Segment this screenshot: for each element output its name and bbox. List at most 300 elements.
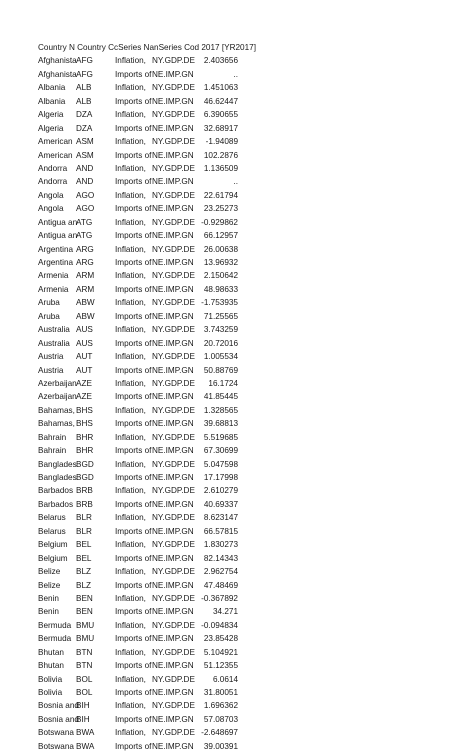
country-name-cell: Argentina	[38, 258, 74, 267]
table-row	[38, 740, 458, 753]
value-2017-cell: 66.57815	[203, 526, 238, 536]
country-code-cell: BOL	[76, 674, 93, 684]
country-name-cell: Bermuda	[38, 634, 72, 644]
series-code-cell: NE.IMP.GN	[152, 150, 194, 160]
value-2017-cell: -1.94089	[205, 137, 238, 147]
series-name-cell: Inflation,	[115, 620, 146, 630]
table-row	[38, 377, 458, 390]
table-body	[38, 54, 458, 753]
series-code-cell: NE.IMP.GN	[152, 392, 194, 402]
country-name-cell: Andorra	[38, 177, 68, 187]
series-name-cell: Imports of	[115, 284, 152, 294]
series-code-cell: NE.IMP.GN	[152, 284, 194, 294]
country-code-cell: DZA	[76, 123, 93, 133]
table-row	[38, 417, 458, 430]
table-row	[38, 202, 458, 215]
value-2017-cell: 2.150642	[203, 271, 238, 281]
series-name-cell: Inflation,	[115, 110, 146, 120]
series-code-cell: NY.GDP.DE	[152, 432, 195, 442]
country-code-cell: BLR	[76, 526, 92, 536]
country-code-cell: ARM	[76, 271, 95, 281]
country-name-cell: Angola	[38, 204, 64, 214]
series-code-cell: NY.GDP.DE	[152, 405, 195, 415]
table-row	[38, 350, 458, 363]
series-code-cell: NE.IMP.GN	[152, 123, 194, 133]
country-code-cell: BTN	[76, 647, 93, 657]
value-2017-cell: 31.80051	[203, 688, 238, 697]
country-name-cell: Austria	[38, 352, 64, 362]
series-code-cell: NY.GDP.DE	[152, 486, 195, 496]
value-2017-cell: -0.094834	[201, 620, 238, 630]
series-code-cell: NY.GDP.DE	[152, 352, 195, 362]
value-2017-cell: ..	[233, 69, 238, 79]
header-text: Country N Country CcSeries NanSeries Cod 2017 [YR2017]	[38, 43, 256, 52]
country-code-cell: BOL	[76, 688, 93, 697]
country-code-cell: BWA	[76, 741, 95, 751]
country-code-cell: AFG	[76, 56, 93, 66]
country-code-cell: ATG	[76, 231, 93, 241]
country-name-cell: Afghanista	[38, 69, 77, 79]
country-name-cell: Bosnia and	[38, 714, 79, 724]
series-name-cell: Inflation,	[115, 513, 146, 523]
table-row	[38, 189, 458, 202]
value-2017-cell: 67.30699	[203, 446, 238, 456]
country-code-cell: AUT	[76, 365, 93, 375]
country-code-cell: AUS	[76, 338, 93, 348]
table-row	[38, 444, 458, 457]
country-code-cell: BLR	[76, 513, 92, 523]
country-code-cell: BMU	[76, 634, 95, 644]
series-code-cell: NY.GDP.DE	[152, 459, 195, 469]
country-code-cell: BEN	[76, 607, 93, 617]
country-name-cell: Bermuda	[38, 620, 72, 630]
series-name-cell: Inflation,	[115, 83, 146, 93]
series-code-cell: NY.GDP.DE	[152, 701, 195, 711]
series-name-cell: Inflation,	[115, 56, 146, 66]
table-row	[38, 552, 458, 565]
country-name-cell: Banglades	[38, 473, 77, 482]
country-name-cell: Bahamas,	[38, 419, 75, 429]
header-row	[38, 41, 458, 54]
country-name-cell: Armenia	[38, 284, 69, 294]
series-name-cell: Imports of	[115, 258, 152, 267]
country-name-cell: Albania	[38, 96, 66, 106]
series-code-cell: NE.IMP.GN	[152, 338, 194, 348]
series-name-cell: Imports of	[115, 741, 152, 751]
table-row	[38, 149, 458, 162]
table-row	[38, 565, 458, 578]
country-code-cell: AND	[76, 177, 94, 187]
country-name-cell: Belize	[38, 580, 61, 590]
value-2017-cell: 6.390655	[203, 110, 238, 120]
series-code-cell: NY.GDP.DE	[152, 217, 195, 227]
table-row	[38, 68, 458, 81]
series-code-cell: NE.IMP.GN	[152, 714, 194, 724]
series-code-cell: NE.IMP.GN	[152, 634, 194, 644]
series-code-cell: NE.IMP.GN	[152, 231, 194, 241]
series-code-cell: NE.IMP.GN	[152, 688, 194, 697]
series-code-cell: NY.GDP.DE	[152, 513, 195, 523]
value-2017-cell: 1.328565	[203, 405, 238, 415]
table-row	[38, 605, 458, 618]
country-code-cell: ARM	[76, 284, 95, 294]
series-name-cell: Inflation,	[115, 701, 146, 711]
value-2017-cell: 2.403656	[203, 56, 238, 66]
series-name-cell: Imports of	[115, 446, 152, 456]
series-code-cell: NE.IMP.GN	[152, 96, 194, 106]
series-code-cell: NY.GDP.DE	[152, 378, 195, 388]
country-code-cell: BRB	[76, 499, 93, 509]
country-name-cell: Algeria	[38, 110, 64, 120]
series-code-cell: NE.IMP.GN	[152, 69, 194, 79]
series-code-cell: NY.GDP.DE	[152, 728, 195, 738]
table-row	[38, 525, 458, 538]
series-name-cell: Imports of	[115, 553, 152, 563]
series-name-cell: Imports of	[115, 688, 152, 697]
country-name-cell: Banglades	[38, 459, 77, 469]
country-code-cell: AGO	[76, 204, 95, 214]
country-name-cell: Belgium	[38, 553, 68, 563]
table-row	[38, 108, 458, 121]
series-name-cell: Inflation,	[115, 486, 146, 496]
country-code-cell: BMU	[76, 620, 95, 630]
value-2017-cell: 8.623147	[203, 513, 238, 523]
country-name-cell: American	[38, 150, 73, 160]
series-name-cell: Inflation,	[115, 190, 146, 200]
series-code-cell: NY.GDP.DE	[152, 244, 195, 254]
series-name-cell: Imports of	[115, 231, 152, 241]
country-code-cell: BHR	[76, 446, 94, 456]
table-row	[38, 471, 458, 484]
value-2017-cell: 47.48469	[203, 580, 238, 590]
country-name-cell: American	[38, 137, 73, 147]
value-2017-cell: 32.68917	[203, 123, 238, 133]
series-code-cell: NY.GDP.DE	[152, 674, 195, 684]
series-code-cell: NY.GDP.DE	[152, 110, 195, 120]
value-2017-cell: 39.00391	[203, 741, 238, 751]
country-code-cell: BGD	[76, 473, 94, 482]
table-row	[38, 431, 458, 444]
table-row	[38, 592, 458, 605]
country-name-cell: Botswana	[38, 741, 74, 751]
value-2017-cell: 50.88769	[203, 365, 238, 375]
country-name-cell: Bhutan	[38, 661, 64, 671]
value-2017-cell: ..	[233, 177, 238, 187]
country-code-cell: BTN	[76, 661, 93, 671]
series-name-cell: Imports of	[115, 338, 152, 348]
country-code-cell: AZE	[76, 378, 92, 388]
value-2017-cell: 34.271	[212, 607, 238, 617]
value-2017-cell: 22.61794	[203, 190, 238, 200]
value-2017-cell: 16.1724	[208, 378, 238, 388]
country-code-cell: ATG	[76, 217, 93, 227]
table-row	[38, 81, 458, 94]
country-name-cell: Benin	[38, 607, 59, 617]
value-2017-cell: 51.12355	[203, 661, 238, 671]
series-name-cell: Imports of	[115, 311, 152, 321]
table-row	[38, 95, 458, 108]
country-code-cell: ABW	[76, 311, 95, 321]
value-2017-cell: 23.85428	[203, 634, 238, 644]
country-name-cell: Bolivia	[38, 674, 63, 684]
country-name-cell: Belarus	[38, 513, 66, 523]
value-2017-cell: 17.17998	[203, 473, 238, 482]
country-name-cell: Afghanista	[38, 56, 77, 66]
table-row	[38, 579, 458, 592]
value-2017-cell: 1.696362	[203, 701, 238, 711]
country-code-cell: BHR	[76, 432, 94, 442]
series-name-cell: Imports of	[115, 714, 152, 724]
value-2017-cell: 6.0614	[212, 674, 238, 684]
value-2017-cell: 13.96932	[203, 258, 238, 267]
series-name-cell: Imports of	[115, 204, 152, 214]
series-name-cell: Imports of	[115, 634, 152, 644]
value-2017-cell: 82.14343	[203, 553, 238, 563]
country-code-cell: BHS	[76, 405, 93, 415]
country-code-cell: AZE	[76, 392, 92, 402]
series-name-cell: Imports of	[115, 177, 152, 187]
value-2017-cell: -1.753935	[201, 298, 238, 308]
series-name-cell: Inflation,	[115, 271, 146, 281]
series-name-cell: Inflation,	[115, 647, 146, 657]
value-2017-cell: 41.85445	[203, 392, 238, 402]
table-row	[38, 283, 458, 296]
country-name-cell: Botswana	[38, 728, 74, 738]
table-row	[38, 54, 458, 67]
country-code-cell: BLZ	[76, 580, 92, 590]
series-name-cell: Inflation,	[115, 405, 146, 415]
series-name-cell: Imports of	[115, 580, 152, 590]
series-code-cell: NY.GDP.DE	[152, 620, 195, 630]
country-name-cell: Barbados	[38, 499, 74, 509]
country-code-cell: AND	[76, 163, 94, 173]
country-name-cell: Belgium	[38, 540, 68, 550]
table-row	[38, 337, 458, 350]
spreadsheet-table	[38, 41, 458, 753]
series-name-cell: Inflation,	[115, 567, 146, 577]
series-name-cell: Inflation,	[115, 593, 146, 603]
country-code-cell: BIH	[76, 714, 90, 724]
country-name-cell: Aruba	[38, 311, 60, 321]
country-code-cell: BRB	[76, 486, 93, 496]
country-code-cell: BGD	[76, 459, 94, 469]
series-name-cell: Imports of	[115, 419, 152, 429]
country-name-cell: Azerbaijan	[38, 392, 77, 402]
value-2017-cell: 46.62447	[203, 96, 238, 106]
value-2017-cell: 26.00638	[203, 244, 238, 254]
series-name-cell: Imports of	[115, 123, 152, 133]
table-row	[38, 632, 458, 645]
series-name-cell: Inflation,	[115, 352, 146, 362]
series-code-cell: NE.IMP.GN	[152, 741, 194, 751]
country-code-cell: ALB	[76, 96, 92, 106]
value-2017-cell: 23.25273	[203, 204, 238, 214]
country-code-cell: ABW	[76, 298, 95, 308]
series-code-cell: NE.IMP.GN	[152, 473, 194, 482]
country-code-cell: DZA	[76, 110, 93, 120]
series-code-cell: NY.GDP.DE	[152, 271, 195, 281]
series-name-cell: Imports of	[115, 96, 152, 106]
series-code-cell: NE.IMP.GN	[152, 661, 194, 671]
table-row	[38, 699, 458, 712]
series-name-cell: Imports of	[115, 365, 152, 375]
series-name-cell: Imports of	[115, 607, 152, 617]
series-code-cell: NY.GDP.DE	[152, 190, 195, 200]
country-name-cell: Albania	[38, 83, 66, 93]
series-code-cell: NY.GDP.DE	[152, 593, 195, 603]
value-2017-cell: 2.962754	[203, 567, 238, 577]
country-name-cell: Angola	[38, 190, 64, 200]
table-row	[38, 162, 458, 175]
table-row	[38, 323, 458, 336]
value-2017-cell: 2.610279	[203, 486, 238, 496]
table-row	[38, 310, 458, 323]
value-2017-cell: 1.830273	[203, 540, 238, 550]
country-code-cell: BLZ	[76, 567, 92, 577]
table-row	[38, 269, 458, 282]
table-row	[38, 686, 458, 699]
series-code-cell: NE.IMP.GN	[152, 311, 194, 321]
value-2017-cell: -2.648697	[201, 728, 238, 738]
country-code-cell: BWA	[76, 728, 95, 738]
value-2017-cell: 5.519685	[203, 432, 238, 442]
country-name-cell: Bahrain	[38, 432, 67, 442]
country-code-cell: AUS	[76, 325, 93, 335]
series-code-cell: NY.GDP.DE	[152, 567, 195, 577]
table-row	[38, 673, 458, 686]
country-name-cell: Argentina	[38, 244, 74, 254]
country-name-cell: Bosnia and	[38, 701, 79, 711]
table-row	[38, 135, 458, 148]
series-name-cell: Imports of	[115, 499, 152, 509]
table-row	[38, 713, 458, 726]
country-name-cell: Bahamas,	[38, 405, 75, 415]
table-row	[38, 243, 458, 256]
country-code-cell: ASM	[76, 137, 94, 147]
value-2017-cell: 48.98633	[203, 284, 238, 294]
series-code-cell: NY.GDP.DE	[152, 540, 195, 550]
country-code-cell: BEL	[76, 540, 92, 550]
value-2017-cell: 1.451063	[203, 83, 238, 93]
country-code-cell: ARG	[76, 258, 94, 267]
value-2017-cell: 5.047598	[203, 459, 238, 469]
table-row	[38, 484, 458, 497]
country-code-cell: AFG	[76, 69, 93, 79]
country-code-cell: ARG	[76, 244, 94, 254]
table-row	[38, 726, 458, 739]
series-code-cell: NE.IMP.GN	[152, 499, 194, 509]
country-name-cell: Aruba	[38, 298, 60, 308]
series-name-cell: Inflation,	[115, 378, 146, 388]
series-name-cell: Inflation,	[115, 540, 146, 550]
table-row	[38, 538, 458, 551]
series-name-cell: Imports of	[115, 526, 152, 536]
table-row	[38, 498, 458, 511]
country-code-cell: AUT	[76, 352, 93, 362]
series-code-cell: NE.IMP.GN	[152, 177, 194, 187]
series-name-cell: Inflation,	[115, 432, 146, 442]
value-2017-cell: 5.104921	[203, 647, 238, 657]
value-2017-cell: 3.743259	[203, 325, 238, 335]
value-2017-cell: -0.367892	[201, 593, 238, 603]
series-code-cell: NE.IMP.GN	[152, 446, 194, 456]
country-name-cell: Belize	[38, 567, 61, 577]
value-2017-cell: 102.2876	[203, 150, 238, 160]
country-code-cell: ASM	[76, 150, 94, 160]
country-code-cell: BIH	[76, 701, 90, 711]
series-name-cell: Inflation,	[115, 459, 146, 469]
series-code-cell: NE.IMP.GN	[152, 607, 194, 617]
table-row	[38, 659, 458, 672]
series-code-cell: NY.GDP.DE	[152, 56, 195, 66]
series-name-cell: Inflation,	[115, 217, 146, 227]
value-2017-cell: 20.72016	[203, 338, 238, 348]
series-code-cell: NE.IMP.GN	[152, 204, 194, 214]
country-name-cell: Australia	[38, 338, 70, 348]
series-code-cell: NY.GDP.DE	[152, 647, 195, 657]
series-name-cell: Imports of	[115, 661, 152, 671]
series-name-cell: Imports of	[115, 392, 152, 402]
value-2017-cell: -0.929862	[201, 217, 238, 227]
series-code-cell: NE.IMP.GN	[152, 580, 194, 590]
series-code-cell: NY.GDP.DE	[152, 83, 195, 93]
series-code-cell: NY.GDP.DE	[152, 163, 195, 173]
table-row	[38, 296, 458, 309]
country-name-cell: Azerbaijan	[38, 378, 77, 388]
country-name-cell: Bhutan	[38, 647, 64, 657]
series-name-cell: Inflation,	[115, 298, 146, 308]
country-name-cell: Benin	[38, 593, 59, 603]
table-row	[38, 619, 458, 632]
country-name-cell: Bolivia	[38, 688, 63, 697]
series-name-cell: Imports of	[115, 473, 152, 482]
value-2017-cell: 39.68813	[203, 419, 238, 429]
series-code-cell: NY.GDP.DE	[152, 298, 195, 308]
country-name-cell: Andorra	[38, 163, 68, 173]
country-code-cell: BHS	[76, 419, 93, 429]
country-code-cell: AGO	[76, 190, 95, 200]
series-code-cell: NE.IMP.GN	[152, 258, 194, 267]
value-2017-cell: 66.12957	[203, 231, 238, 241]
table-row	[38, 404, 458, 417]
value-2017-cell: 57.08703	[203, 714, 238, 724]
value-2017-cell: 1.005534	[203, 352, 238, 362]
table-row	[38, 175, 458, 188]
country-name-cell: Barbados	[38, 486, 74, 496]
country-name-cell: Antigua an	[38, 217, 78, 227]
table-row	[38, 256, 458, 269]
series-code-cell: NE.IMP.GN	[152, 526, 194, 536]
country-name-cell: Belarus	[38, 526, 66, 536]
table-row	[38, 458, 458, 471]
country-code-cell: BEL	[76, 553, 92, 563]
country-name-cell: Bahrain	[38, 446, 67, 456]
table-row	[38, 646, 458, 659]
value-2017-cell: 71.25565	[203, 311, 238, 321]
series-name-cell: Inflation,	[115, 137, 146, 147]
table-row	[38, 364, 458, 377]
series-name-cell: Inflation,	[115, 244, 146, 254]
series-name-cell: Imports of	[115, 150, 152, 160]
country-name-cell: Austria	[38, 365, 64, 375]
series-name-cell: Imports of	[115, 69, 152, 79]
series-code-cell: NE.IMP.GN	[152, 419, 194, 429]
series-code-cell: NY.GDP.DE	[152, 137, 195, 147]
series-code-cell: NE.IMP.GN	[152, 365, 194, 375]
country-name-cell: Armenia	[38, 271, 69, 281]
table-row	[38, 122, 458, 135]
series-code-cell: NE.IMP.GN	[152, 553, 194, 563]
